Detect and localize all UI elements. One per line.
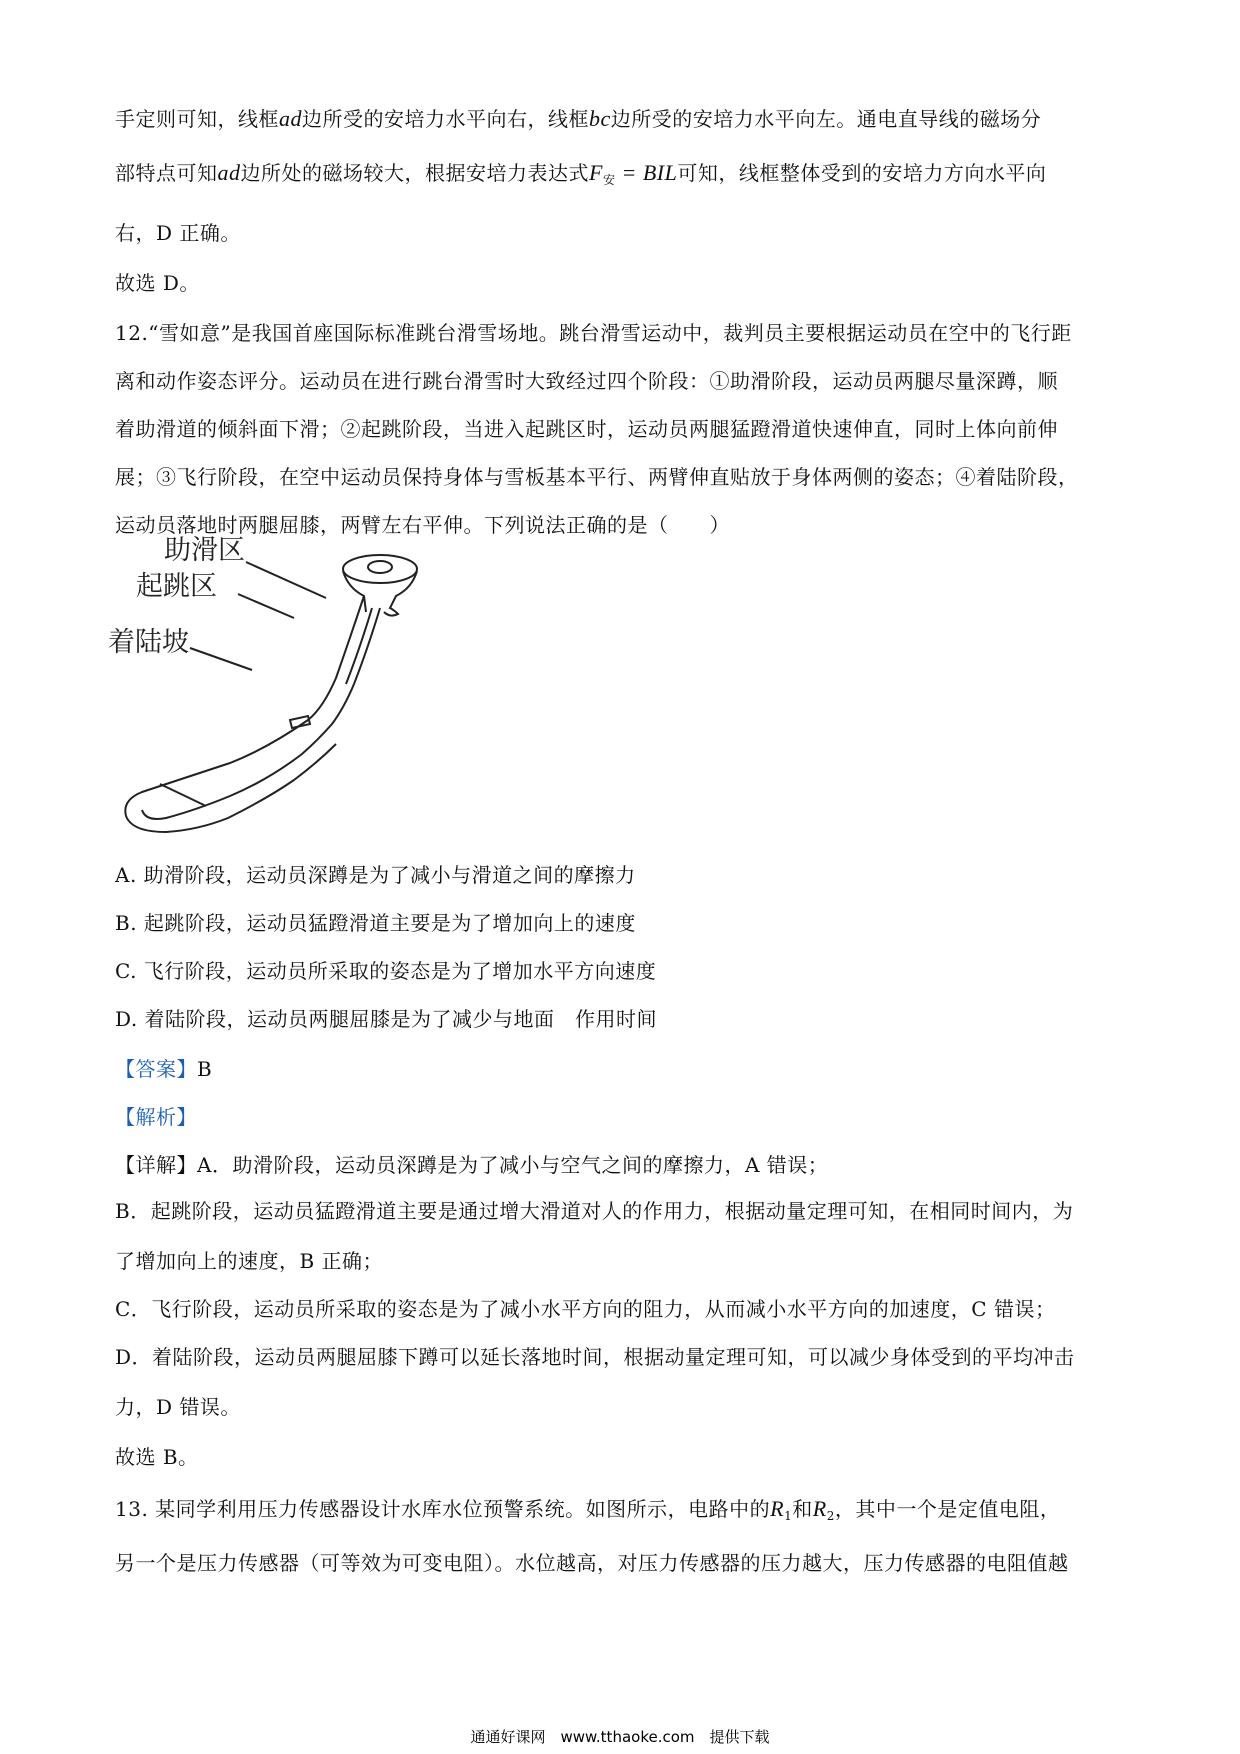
ski-jump-figure <box>108 535 448 840</box>
option-d: D. 着陆阶段，运动员两腿屈膝是为了减少与地面 作用时间 <box>115 1007 658 1031</box>
question-12-stem: 12.“雪如意”是我国首座国际标准跳台滑雪场地。跳台滑雪运动中，裁判员主要根据运动员在空中的飞行距 <box>115 321 1072 345</box>
answer-value: B <box>197 1057 213 1081</box>
detail-line: D．着陆阶段，运动员两腿屈膝下蹲可以延长落地时间，根据动量定理可知，可以减少身体受到的平均冲击 <box>115 1345 1075 1369</box>
option-a: A. 助滑阶段，运动员深蹲是为了减小与滑道之间的摩擦力 <box>115 863 636 887</box>
question-12-stem: 运动员落地时两腿屈膝，两臂左右平伸。下列说法正确的是（ ） <box>115 513 730 537</box>
math-formula: = BIL <box>615 160 678 185</box>
answer-line <box>115 1054 1135 1084</box>
detail-line: 力，D 错误。 <box>115 1395 241 1419</box>
outrun-line <box>160 784 206 806</box>
math-subscript: 1 <box>784 1509 793 1523</box>
math-symbol: bc <box>589 106 611 131</box>
text-fragment: 13. 某同学利用压力传感器设计水库水位预警系统。如图所示，电路中的 <box>115 1497 771 1521</box>
tower-top <box>343 555 417 583</box>
text-line: 故选 D。 <box>115 271 200 295</box>
option-b: B. 起跳阶段，运动员猛蹬滑道主要是为了增加向上的速度 <box>115 911 636 935</box>
analysis-line <box>115 1102 1135 1132</box>
leader-line-inrun <box>246 562 326 598</box>
text-line <box>115 158 1135 195</box>
takeoff-block <box>290 716 310 728</box>
math-symbol: F <box>589 160 603 185</box>
text-fragment: 边所处的磁场较大，根据安培力表达式 <box>240 161 589 185</box>
math-symbol: ad <box>217 160 241 185</box>
text-fragment: 可知，线框整体受到的安培力方向水平向 <box>677 161 1047 185</box>
math-symbol: R <box>812 1496 827 1521</box>
text-fragment: 边所受的安培力水平向左。通电直导线的磁场分 <box>610 107 1042 131</box>
math-symbol: ad <box>279 106 302 131</box>
question-13-stem <box>115 1494 1135 1531</box>
page-footer: 通通好课网 www.tthaoke.com 提供下载 <box>470 1728 770 1746</box>
tower-hole <box>368 561 392 573</box>
text-line: 右，D 正确。 <box>115 221 241 245</box>
math-subscript: 安 <box>602 173 616 187</box>
detail-line: 【详解】A．助滑阶段，运动员深蹲是为了减小与空气之间的摩擦力，A 错误； <box>115 1153 829 1177</box>
label-takeoff: 起跳区 <box>136 571 217 602</box>
text-fragment: 和 <box>792 1497 813 1521</box>
label-inrun: 助滑区 <box>164 535 245 566</box>
question-13-stem: 另一个是压力传感器（可等效为可变电阻）。水位越高，对压力传感器的压力越大，压力传感器的电阻值越 <box>115 1551 1069 1575</box>
text-line <box>115 104 1135 134</box>
option-c: C. 飞行阶段，运动员所采取的姿态是为了增加水平方向速度 <box>115 959 657 983</box>
choose-line: 故选 B。 <box>115 1445 199 1469</box>
question-12-stem: 着助滑道的倾斜面下滑；②起跳阶段，当进入起跳区时，运动员两腿猛蹬滑道快速伸直，同时上体向前伸 <box>115 417 1058 441</box>
detail-line: B．起跳阶段，运动员猛蹬滑道主要是通过增大滑道对人的作用力，根据动量定理可知，在相同时间内，为 <box>115 1199 1074 1223</box>
answer-tag: 【答案】 <box>115 1057 197 1081</box>
text-fragment: ，其中一个是定值电阻， <box>834 1497 1061 1521</box>
question-12-stem: 离和动作姿态评分。运动员在进行跳台滑雪时大致经过四个阶段：①助滑阶段，运动员两腿尽量深蹲，顺 <box>115 369 1058 393</box>
label-landing-slope: 着陆坡 <box>108 627 189 658</box>
detail-line: C．飞行阶段，运动员所采取的姿态是为了减小水平方向的阻力，从而减小水平方向的加速度，C 错误； <box>115 1297 1056 1321</box>
text-fragment: 手定则可知，线框 <box>115 107 279 131</box>
question-12-stem: 展；③飞行阶段，在空中运动员保持身体与雪板基本平行、两臂伸直贴放于身体两侧的姿态；④着陆阶段， <box>115 465 1079 489</box>
math-symbol: R <box>770 1496 785 1521</box>
text-fragment: 边所受的安培力水平向右，线框 <box>302 107 589 131</box>
leader-line-landing <box>190 648 252 670</box>
leader-line-takeoff <box>238 594 294 618</box>
analysis-tag: 【解析】 <box>115 1105 197 1129</box>
detail-line: 了增加向上的速度，B 正确； <box>115 1249 384 1273</box>
math-subscript: 2 <box>826 1509 835 1523</box>
text-fragment: 部特点可知 <box>115 161 218 185</box>
